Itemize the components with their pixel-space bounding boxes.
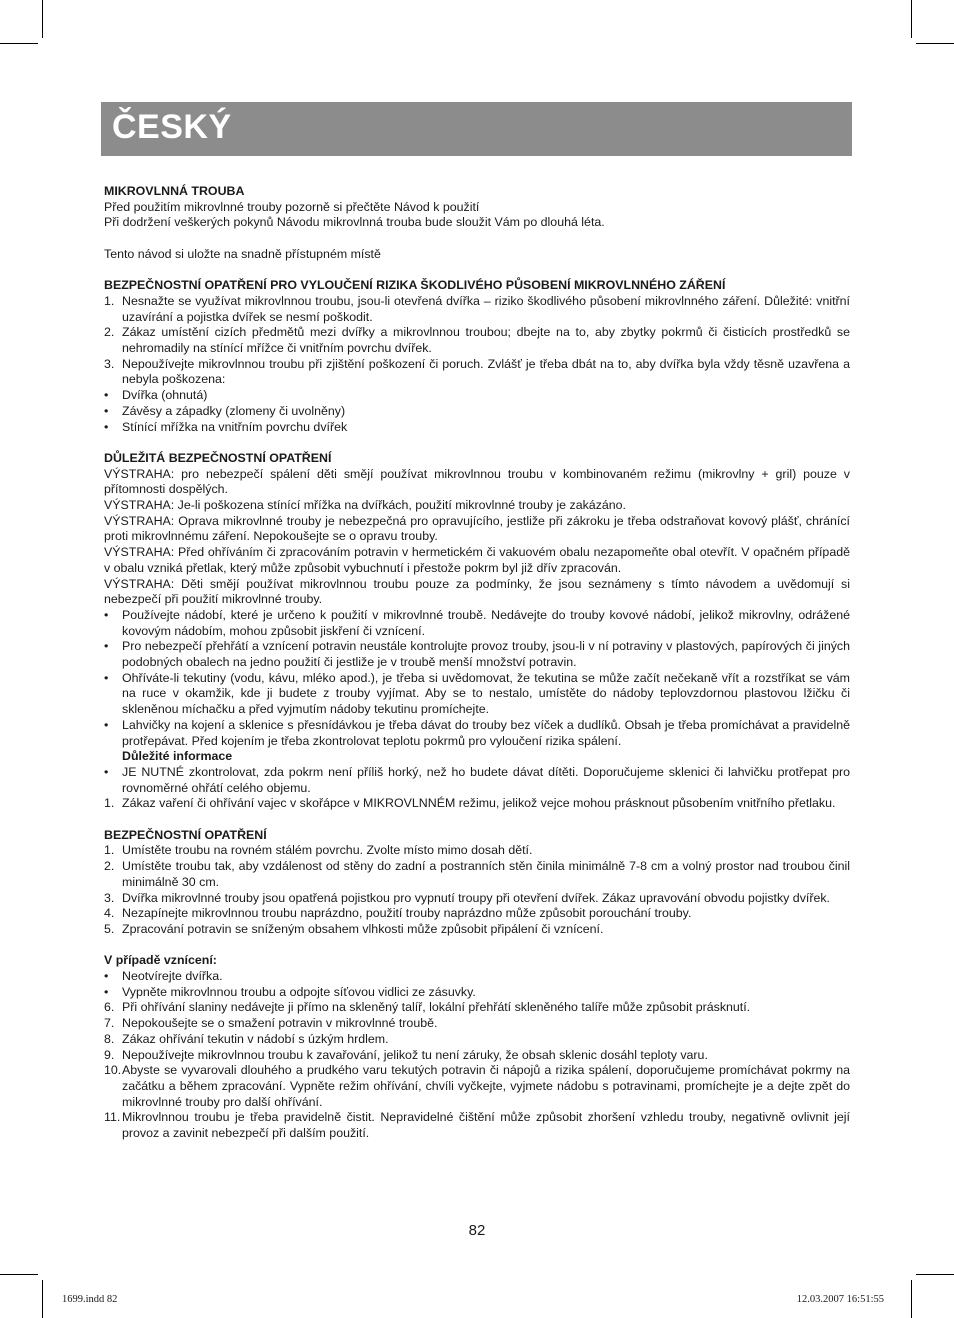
list-marker: 11. <box>104 1110 121 1125</box>
list-item: • JE NUTNÉ zkontrolovat, zda pokrm není příliš horký, než ho budete dávat dítěti. Doporučujeme sklenici či lahvičku protřepat pro rovnoměrné ohřátí celého objemu. <box>104 764 850 795</box>
list-item-text: Zákaz umístění cizích předmětů mezi dvířky a mikrovlnnou troubou; dbejte na to, aby zbytky pokrmů či čisticích prostředků se nehromadily na stínící mřížce či vnitřním povrchu dvířek. <box>122 325 850 355</box>
list-item-text: Dvířka (ohnutá) <box>122 388 208 403</box>
crop-mark <box>911 0 912 38</box>
list-item <box>104 969 850 985</box>
list-item <box>104 1000 850 1016</box>
safety-list <box>104 294 850 435</box>
list-marker: 1. <box>104 293 115 308</box>
list-marker: 4. <box>104 906 115 921</box>
warning-paragraph: VÝSTRAHA: Děti smějí používat mikrovlnnou troubu pouze za podmínky, že jsou seznámeny s tímto návodem a uvědomují si nebezpečí při použití mikrovlnné trouby. <box>104 576 850 607</box>
section-heading: MIKROVLNNÁ TROUBA <box>104 184 245 198</box>
list-item <box>104 388 850 404</box>
language-banner <box>101 102 852 156</box>
intro-line: Při dodržení veškerých pokynů Návodu mikrovlnná trouba bude sloužit Vám po dlouhá léta. <box>104 215 605 230</box>
list-marker: 2. <box>104 325 115 340</box>
list-item-text: JE NUTNÉ zkontrolovat, zda pokrm není příliš horký, než ho budete dávat dítěti. Doporučujeme sklenici či lahvičku protřepat pro rovnoměrné ohřátí celého objemu. <box>122 764 850 795</box>
list-item <box>104 294 850 325</box>
list-item <box>104 420 850 436</box>
banner-title: ČESKÝ <box>112 108 232 146</box>
list-item-text: Nepoužívejte mikrovlnnou troubu k zavařování, jelikož tu není záruky, že obsah sklenic dosáhl teploty varu. <box>122 1047 708 1062</box>
list-item <box>104 891 850 907</box>
list-item-text: Nesnažte se využívat mikrovlnnou troubu, jsou-li otevřená dvířka – riziko škodlivého působení mikrovlnného záření. Důležité: vnitřní uzavírání a pojistka dvířek se nesmí poškodit. <box>122 293 850 324</box>
crop-mark <box>0 43 38 44</box>
list-item <box>104 1110 850 1141</box>
list-item-text: Umístěte troubu na rovném stálém povrchu. Zvolte místo mimo dosah dětí. <box>122 843 533 858</box>
footer-timestamp: 12.03.2007 16:51:55 <box>796 1294 884 1305</box>
warning-paragraph: VÝSTRAHA: pro nebezpečí spálení děti smějí používat mikrovlnnou troubu v kombinovaném režimu (mikrovlny + gril) pouze v přítomnosti dospělých. <box>104 466 850 497</box>
warning-paragraph: VÝSTRAHA: Je-li poškozena stínící mřížka na dvířkách, použití mikrovlnné trouby je zakázáno. <box>104 498 627 513</box>
list-item <box>104 859 850 890</box>
list-marker: • <box>104 984 109 999</box>
document-body <box>104 184 850 1142</box>
list-marker: • <box>104 419 109 434</box>
section-heading: BEZPEČNOSTNÍ OPATŘENÍ PRO VYLOUČENÍ RIZIKA ŠKODLIVÉHO PŮSOBENÍ MIKROVLNNÉHO ZÁŘENÍ <box>104 278 726 293</box>
list-item <box>104 357 850 388</box>
subheading: Důležité informace <box>122 749 233 764</box>
section-heading: BEZPEČNOSTNÍ OPATŘENÍ <box>104 827 267 842</box>
intro-line: Před použitím mikrovlnné trouby pozorně si přečtěte Návod k použití <box>104 199 480 214</box>
list-item <box>104 1016 850 1032</box>
list-item-text: Vypněte mikrovlnnou troubu a odpojte síťovou vidlici ze zásuvky. <box>122 984 476 999</box>
list-marker: • <box>104 403 109 418</box>
page-number: 82 <box>468 1222 486 1239</box>
crop-mark <box>911 1280 912 1318</box>
crop-mark <box>42 1280 43 1318</box>
safety-list <box>104 843 850 937</box>
list-item-text: Zpracování potravin se sníženým obsahem vlhkosti může způsobit připálení či vznícení. <box>122 921 604 936</box>
list-item <box>104 922 850 938</box>
list-marker: 10. <box>104 1063 122 1078</box>
crop-mark <box>916 43 954 44</box>
list-item-text: Nezapínejte mikrovlnnou troubu naprázdno, použití trouby naprázdno může způsobit porouchání trouby. <box>122 906 692 921</box>
list-marker: 3. <box>104 356 115 371</box>
list-item <box>104 985 850 1001</box>
list-item-text: Zákaz ohřívání tekutin v nádobí s úzkým hrdlem. <box>122 1031 389 1046</box>
list-item-text: Abyste se vyvarovali dlouhého a prudkého varu tekutých potravin či nápojů a rizika spálení, doporučujeme promíchávat pokrmy na začátku a během zpracování. Vypněte režim ohřívání, chvíli vyčkejte, vyjmete nádobu s potravinami, promíchejte je a dejte zpět do mikrovlnné trouby pro další ohřívání. <box>122 1063 850 1109</box>
list-marker: 3. <box>104 890 115 905</box>
list-item-text: Mikrovlnnou troubu je třeba pravidelně čistit. Nepravidelné čištění může způsobit zhoršení vzhledu trouby, negativně ovlivnit její provoz a zavinit nebezpečí při dalším použití. <box>122 1110 850 1141</box>
crop-mark <box>0 1274 38 1275</box>
list-item: • Lahvičky na kojení a sklenice s přesnídávkou je třeba dávat do trouby bez víček a dudlíků. Obsah je třeba promíchávat a pravidelně protřepávat. Před kojením je třeba zkontrolovat teplotu pokrmů pro vyloučení rizika spálení. <box>104 717 850 748</box>
warning-paragraph: VÝSTRAHA: Oprava mikrovlnné trouby je nebezpečná pro opravujícího, jestliže při zákroku je třeba odstraňovat kovový plášť, chránící proti mikrovlnnému záření. Nepokoušejte se o opravu trouby. <box>104 513 850 544</box>
list-item-text: Zákaz vaření či ohřívání vajec v skořápce v MIKROVLNNÉM režimu, jelikož vejce mohou prásknout působením vnitřního přetlaku. <box>122 796 836 811</box>
list-item <box>104 325 850 356</box>
list-item <box>104 843 850 859</box>
list-item <box>104 1048 850 1064</box>
list-item-text: Dvířka mikrovlnné trouby jsou opatřená pojistkou pro vypnutí troupy při otevření dvířek. Zákaz upravování obvodu pojistky dvířek. <box>122 890 830 905</box>
list-item-text: Umístěte troubu tak, aby vzdálenost od stěny do zadní a postranních stěn činila minimálně 7-8 cm a volný prostor nad troubou činil minimálně 30 cm. <box>122 859 850 889</box>
list-item-text: Nepoužívejte mikrovlnnou troubu při zjištění poškození či poruch. Zvlášť je třeba dbát na to, aby dvířka byla vždy těsně uzavřena a nebyla poškozena: <box>122 356 850 387</box>
list-item: • Pro nebezpečí přehřátí a vznícení potravin neustále kontrolujte provoz trouby, jsou-li v ní potraviny v plastových, papírových či jiných podobných obalech na jedno použití či jestliže je v troubě menší množství potravin. <box>104 639 850 670</box>
list-item-text: Stínící mřížka na vnitřním povrchu dvířek <box>122 419 348 434</box>
intro-line: Tento návod si uložte na snadně přístupném místě <box>104 246 381 261</box>
list-marker: 7. <box>104 1016 115 1031</box>
list-item <box>104 1032 850 1048</box>
list-item-text: Ohříváte-li tekutiny (vodu, kávu, mléko apod.), je třeba si uvědomovat, že tekutina se může začít nečekaně vřít a rozstříkat se vám na ruce v okamžik, kde ji budete z trouby vyjímat. Aby se to nestalo, umístěte do nádoby teplovzdornou plastovou lžičku či skleněnou míchačku a před vyjmutím nádoby tekutinu promíchejte. <box>122 670 850 717</box>
list-marker: • <box>104 388 109 403</box>
safety-list <box>104 969 850 1142</box>
list-item-text: Neotvírejte dvířka. <box>122 969 223 984</box>
list-marker: 2. <box>104 859 115 874</box>
list-marker: 8. <box>104 1031 115 1046</box>
list-item-text: Lahvičky na kojení a sklenice s přesnídávkou je třeba dávat do trouby bez víček a dudlíků. Obsah je třeba promíchávat a pravidelně protřepávat. Před kojením je třeba zkontrolovat teplotu pokrmů pro vyloučení rizika spálení. <box>122 717 850 748</box>
list-item-text: Používejte nádobí, které je určeno k použití v mikrovlnné troubě. Nedávejte do trouby kovové nádobí, jelikož mikrovlny, odrážené kovovým nádobím, mohou způsobit jiskření či vznícení. <box>122 607 850 638</box>
list-item-text: Při ohřívání slaniny nedávejte ji přímo na skleněný talíř, lokální přehřátí skleněného talíře může způsobit prásknutí. <box>122 1000 751 1015</box>
list-item <box>104 906 850 922</box>
list-marker: 1. <box>104 796 115 811</box>
warning-paragraph: VÝSTRAHA: Před ohříváním či zpracováním potravin v hermetickém či vakuovém obalu nezapomeňte obal otevřít. V opačném případě v obalu vzniká přetlak, který může způsobit vybuchnutí i přestože pokrm byl již dřív zpracován. <box>104 545 850 575</box>
crop-mark <box>42 0 43 38</box>
list-item: • Ohříváte-li tekutiny (vodu, kávu, mléko apod.), je třeba si uvědomovat, že tekutina se může začít nečekaně vřít a rozstříkat se vám na ruce v okamžik, kde ji budete z trouby vyjímat. Aby se to nestalo, umístěte do nádoby teplovzdornou plastovou lžičku či skleněnou míchačku a před vyjmutím nádoby tekutinu promíchejte. <box>104 670 850 717</box>
list-marker: 5. <box>104 921 115 936</box>
section-heading: V případě vznícení: <box>104 953 217 968</box>
list-item-text: Pro nebezpečí přehřátí a vznícení potravin neustále kontrolujte provoz trouby, jsou-li v ní potraviny v plastových, papírových či jiných podobných obalech na jedno použití či jestliže je v troubě menší množství potravin. <box>122 639 850 670</box>
list-item-text: Závěsy a západky (zlomeny či uvolněny) <box>122 403 346 418</box>
list-item <box>104 404 850 420</box>
list-item <box>104 1063 850 1110</box>
footer-file: 1699.indd 82 <box>62 1294 118 1305</box>
list-item-text: Nepokoušejte se o smažení potravin v mikrovlnné troubě. <box>122 1016 438 1031</box>
list-marker: • <box>104 969 109 984</box>
list-item: • Používejte nádobí, které je určeno k použití v mikrovlnné troubě. Nedávejte do trouby kovové nádobí, jelikož mikrovlny, odrážené kovovým nádobím, mohou způsobit jiskření či vznícení. <box>104 607 850 638</box>
list-item <box>104 796 850 812</box>
section-heading: DŮLEŽITÁ BEZPEČNOSTNÍ OPATŘENÍ <box>104 450 332 465</box>
list-marker: 1. <box>104 843 115 858</box>
list-marker: 6. <box>104 1000 115 1015</box>
list-marker: 9. <box>104 1047 115 1062</box>
crop-mark <box>916 1274 954 1275</box>
